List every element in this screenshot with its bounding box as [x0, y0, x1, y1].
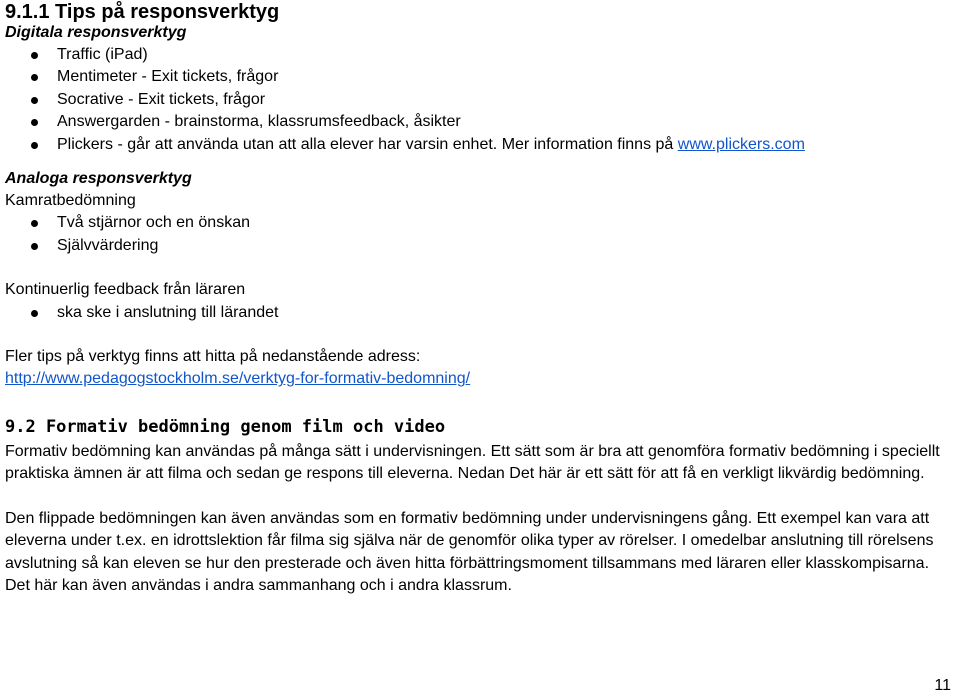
bullet-icon — [31, 74, 38, 81]
list-item-text: Answergarden - brainstorma, klassrumsfeedback, åsikter — [57, 113, 461, 131]
list-item — [5, 302, 950, 324]
digital-tools-heading: Digitala responsverktyg — [5, 24, 187, 41]
plickers-link[interactable]: www.plickers.com — [677, 135, 805, 153]
bullet-icon — [31, 243, 38, 250]
continuous-feedback-label: Kontinuerlig feedback från läraren — [5, 281, 246, 299]
more-tips-line — [5, 368, 950, 390]
analog-tools-heading: Analoga responsverktyg — [5, 170, 192, 188]
list-item-text: Socrative - Exit tickets, frågor — [57, 90, 266, 108]
document-page — [5, 0, 950, 597]
bullet-icon — [31, 52, 38, 59]
list-item — [5, 111, 950, 133]
bullet-icon — [31, 220, 38, 227]
peer-assessment-list — [5, 212, 950, 257]
list-item-text: Två stjärnor och en önskan — [57, 214, 250, 232]
peer-assessment-label: Kamratbedömning — [5, 192, 136, 210]
section-heading-film-video: 9.2 Formativ bedömning genom film och video — [5, 416, 446, 437]
list-item-text: Självvärdering — [57, 236, 159, 254]
bullet-icon — [31, 310, 38, 317]
list-item-text: ska ske i anslutning till lärandet — [57, 303, 279, 321]
more-tips-text: Fler tips på verktyg finns att hitta på nedanstående adress: — [5, 348, 421, 366]
list-item-text: Plickers - går att använda utan att alla elever har varsin enhet. Mer information finns på — [57, 135, 678, 153]
list-item — [5, 44, 950, 66]
bullet-icon — [31, 119, 38, 126]
pedagogstockholm-link[interactable]: http://www.pedagogstockholm.se/verktyg-for-formativ-bedomning/ — [5, 370, 471, 388]
list-item — [5, 66, 950, 88]
spacer — [5, 156, 950, 168]
list-item — [5, 89, 950, 111]
spacer — [5, 324, 950, 346]
list-item — [5, 212, 950, 234]
spacer — [5, 391, 950, 415]
page-number: 11 — [934, 677, 951, 694]
bullet-icon — [31, 142, 38, 149]
list-item-text: Traffic (iPad) — [57, 46, 148, 63]
list-item — [5, 235, 950, 257]
list-item-text: Mentimeter - Exit tickets, frågor — [57, 68, 279, 86]
list-item — [5, 134, 950, 156]
digital-tools-list — [5, 44, 950, 156]
bullet-icon — [31, 97, 38, 104]
paragraph-flipped-assessment: Den flippade bedömningen kan även användas som en formativ bedömning under undervisningens gång. Ett exempel kan vara att eleverna under t.ex. en idrottslektion får filma sig själva när de genomför olika typer av rörelser. I omedelbar anslutning till rörelsens avslutning så kan eleven se hur den presterade och även hitta förbättringsmoment tillsammans med läraren eller klasskompisarna. Det här kan även användas i andra sammanhang och i andra klassrum. — [5, 509, 934, 594]
paragraph-film-intro: Formativ bedömning kan användas på många sätt i undervisningen. Ett sätt som är bra att genomföra formativ bedömning i speciellt praktiska ämnen är att filma och sedan ge respons till eleverna. Nedan Det här är ett sätt för att få en verkligt likvärdig bedömning. — [5, 442, 940, 483]
section-heading-tips: 9.1.1 Tips på responsverktyg — [5, 1, 280, 23]
spacer — [5, 486, 950, 508]
continuous-feedback-list — [5, 302, 950, 324]
spacer — [5, 257, 950, 279]
